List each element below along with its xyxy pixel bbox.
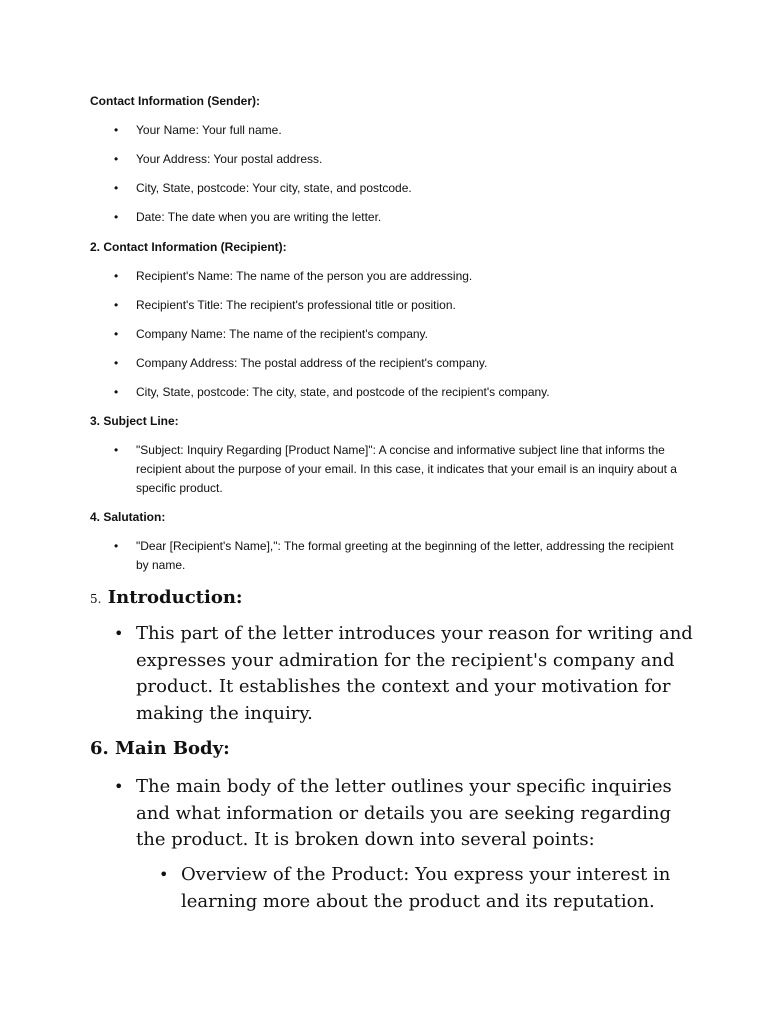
list-item: • Recipient's Name: The name of the person you are addressing. bbox=[136, 267, 681, 286]
list-item: • Your Name: Your full name. bbox=[136, 121, 681, 140]
section-heading-main-body: 6. Main Body: bbox=[90, 738, 230, 759]
section-heading-salutation: 4. Salutation: bbox=[90, 510, 166, 524]
introduction-number: 5. bbox=[90, 592, 102, 606]
list-item: • This part of the letter introduces your reason for writing and expresses your admiration for the recipient's company and product. It establishes the context and your motivation for making the inquiry. bbox=[136, 621, 696, 727]
main-body-sub-list bbox=[181, 862, 681, 915]
list-item: • The main body of the letter outlines your specific inquiries and what information or details you are seeking regarding the product. It is broken down into several points: bbox=[136, 774, 696, 854]
recipient-list bbox=[136, 267, 681, 412]
subject-list bbox=[136, 441, 681, 508]
section-heading-recipient: 2. Contact Information (Recipient): bbox=[90, 240, 287, 254]
introduction-title: Introduction: bbox=[107, 587, 243, 608]
section-heading-sender: Contact Information (Sender): bbox=[90, 94, 260, 108]
list-item: • Recipient's Title: The recipient's professional title or position. bbox=[136, 296, 681, 315]
sender-list bbox=[136, 121, 681, 237]
list-item: • City, State, postcode: The city, state, and postcode of the recipient's company. bbox=[136, 383, 681, 402]
salutation-list bbox=[136, 537, 681, 585]
list-item: • Your Address: Your postal address. bbox=[136, 150, 681, 169]
section-heading-subject: 3. Subject Line: bbox=[90, 414, 179, 428]
section-heading-introduction bbox=[90, 587, 243, 608]
list-item: • Date: The date when you are writing the letter. bbox=[136, 208, 681, 227]
list-item: • City, State, postcode: Your city, state, and postcode. bbox=[136, 179, 681, 198]
list-item: • Company Address: The postal address of the recipient's company. bbox=[136, 354, 681, 373]
list-item: • Company Name: The name of the recipient's company. bbox=[136, 325, 681, 344]
list-item: • "Subject: Inquiry Regarding [Product Name]": A concise and informative subject line that informs the recipient about the purpose of your email. In this case, it indicates that your email is an inquiry about a specific product. bbox=[136, 441, 681, 498]
list-item: • Overview of the Product: You express your interest in learning more about the product and its reputation. bbox=[181, 862, 681, 915]
introduction-list bbox=[136, 621, 696, 727]
list-item: • "Dear [Recipient's Name],": The formal greeting at the beginning of the letter, addressing the recipient by name. bbox=[136, 537, 681, 575]
main-body-list bbox=[136, 774, 696, 854]
